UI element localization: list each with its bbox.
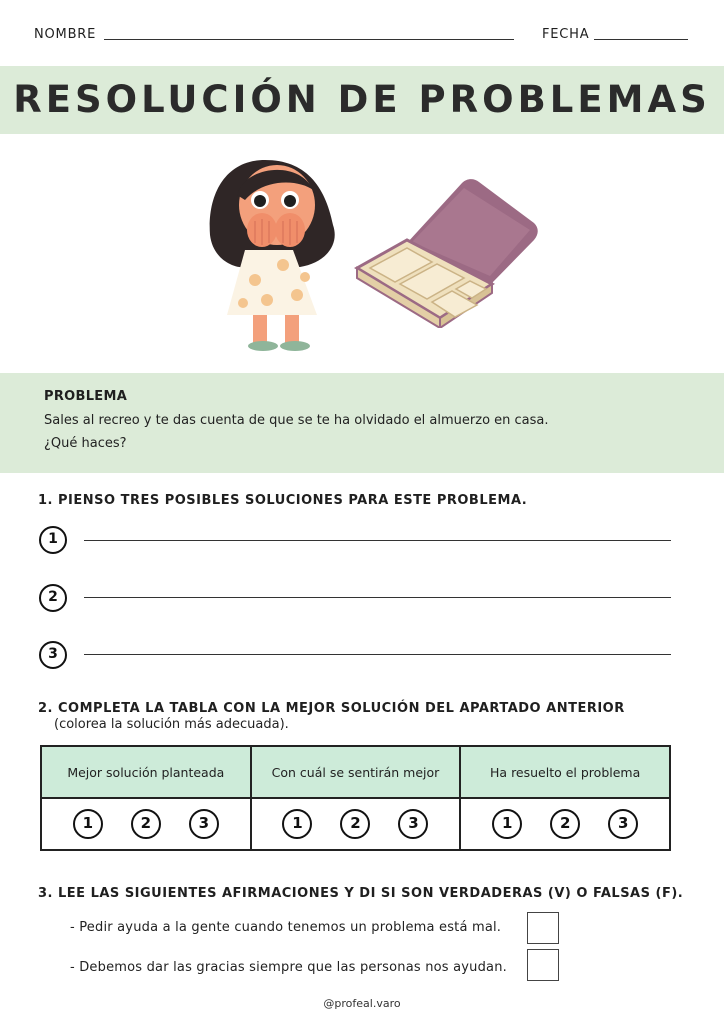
problem-question: ¿Qué haces?: [44, 436, 127, 451]
solution-number-3: 3: [39, 641, 67, 669]
surprised-girl-illustration: [205, 155, 340, 355]
solution-table: [40, 745, 671, 851]
statement-2: - Debemos dar las gracias siempre que las personas nos ayudan.: [70, 960, 507, 975]
option-1-circle[interactable]: 1: [492, 809, 522, 839]
option-2-circle[interactable]: 2: [340, 809, 370, 839]
statement-1: - Pedir ayuda a la gente cuando tenemos un problema está mal.: [70, 920, 502, 935]
date-field[interactable]: [594, 39, 688, 40]
column-header-solved: Ha resuelto el problema: [460, 746, 670, 798]
name-field[interactable]: [104, 39, 514, 40]
solution-line-1[interactable]: [84, 540, 671, 541]
option-2-circle[interactable]: 2: [131, 809, 161, 839]
section2-title: 2. COMPLETA LA TABLA CON LA MEJOR SOLUCIÓN DEL APARTADO ANTERIOR: [38, 701, 625, 716]
problem-label: PROBLEMA: [44, 389, 128, 404]
option-1-circle[interactable]: 1: [73, 809, 103, 839]
solution-line-2[interactable]: [84, 597, 671, 598]
column-header-feel-better: Con cuál se sentirán mejor: [251, 746, 461, 798]
true-false-box-1[interactable]: [527, 912, 559, 944]
section1-title: 1. PIENSO TRES POSIBLES SOLUCIONES PARA ESTE PROBLEMA.: [38, 493, 528, 508]
problem-statement: Sales al recreo y te das cuenta de que se te ha olvidado el almuerzo en casa.: [44, 413, 549, 428]
option-3-circle[interactable]: 3: [189, 809, 219, 839]
section2-subtitle: (colorea la solución más adecuada).: [54, 717, 289, 732]
author-credit: @profeal.varo: [323, 997, 401, 1010]
name-label: NOMBRE: [34, 27, 97, 42]
section3-title: 3. LEE LAS SIGUIENTES AFIRMACIONES Y DI SI SON VERDADERAS (V) O FALSAS (F).: [38, 886, 684, 901]
solved-options: [460, 798, 670, 850]
true-false-box-2[interactable]: [527, 949, 559, 981]
page-title: RESOLUCIÓN DE PROBLEMAS: [13, 78, 711, 121]
column-header-best-solution: Mejor solución planteada: [41, 746, 251, 798]
date-label: FECHA: [542, 27, 590, 42]
solution-line-3[interactable]: [84, 654, 671, 655]
feel-better-options: [251, 798, 461, 850]
option-3-circle[interactable]: 3: [608, 809, 638, 839]
solution-number-2: 2: [39, 584, 67, 612]
best-solution-options: [41, 798, 251, 850]
solution-number-1: 1: [39, 526, 67, 554]
option-1-circle[interactable]: 1: [282, 809, 312, 839]
option-3-circle[interactable]: 3: [398, 809, 428, 839]
empty-lunchbox-illustration: [352, 178, 542, 328]
option-2-circle[interactable]: 2: [550, 809, 580, 839]
